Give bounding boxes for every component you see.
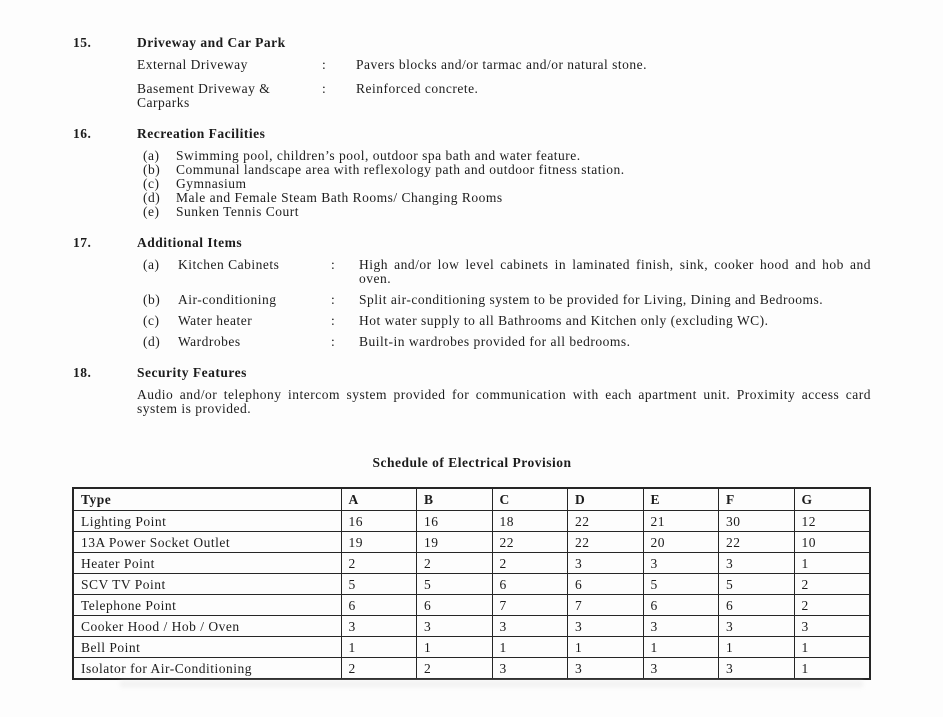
list-item-letter: (e) bbox=[143, 204, 160, 219]
cell-value: 2 bbox=[341, 658, 417, 680]
row-label: Bell Point bbox=[73, 637, 341, 658]
list-item-letter: (c) bbox=[143, 176, 160, 191]
list-item bbox=[143, 191, 871, 205]
list-item-letter: (d) bbox=[143, 190, 161, 205]
list-item bbox=[143, 177, 871, 191]
cell-value: 20 bbox=[643, 532, 719, 553]
cell-value: 22 bbox=[492, 532, 568, 553]
spec-label: Water heater bbox=[178, 313, 253, 328]
row-label: 13A Power Socket Outlet bbox=[73, 532, 341, 553]
row-label: Cooker Hood / Hob / Oven bbox=[73, 616, 341, 637]
spec-value: Built-in wardrobes provided for all bedrooms. bbox=[359, 334, 631, 349]
spec-label: Basement Driveway & Carparks bbox=[137, 81, 271, 110]
list-item-text: Swimming pool, children’s pool, outdoor spa bath and water feature. bbox=[176, 148, 581, 163]
list-item-letter: (c) bbox=[143, 313, 160, 328]
spec-label: Kitchen Cabinets bbox=[178, 257, 280, 272]
cell-value: 7 bbox=[492, 595, 568, 616]
spec-row bbox=[137, 58, 871, 72]
cell-value: 6 bbox=[417, 595, 493, 616]
cell-value: 6 bbox=[492, 574, 568, 595]
row-label: Isolator for Air-Conditioning bbox=[73, 658, 341, 680]
list-item-text: Sunken Tennis Court bbox=[176, 204, 300, 219]
table-row bbox=[73, 511, 870, 532]
electrical-provision-table bbox=[72, 487, 871, 680]
colon-separator: : bbox=[331, 313, 336, 328]
cell-value: 21 bbox=[643, 511, 719, 532]
lettered-spec-row bbox=[143, 335, 871, 349]
row-label: Heater Point bbox=[73, 553, 341, 574]
cell-value: 22 bbox=[568, 511, 644, 532]
list-item bbox=[143, 149, 871, 163]
list-item-letter: (d) bbox=[143, 334, 161, 349]
spec-value: Pavers blocks and/or tarmac and/or natural stone. bbox=[356, 57, 648, 72]
section-heading bbox=[73, 127, 871, 141]
cell-value: 3 bbox=[341, 616, 417, 637]
list-item-letter: (a) bbox=[143, 148, 160, 163]
list-item bbox=[143, 205, 871, 219]
list-item-letter: (b) bbox=[143, 162, 161, 177]
cell-value: 1 bbox=[492, 637, 568, 658]
table-header bbox=[73, 488, 870, 511]
row-label: SCV TV Point bbox=[73, 574, 341, 595]
colon-separator: : bbox=[331, 292, 336, 307]
cell-value: 30 bbox=[719, 511, 795, 532]
section-16 bbox=[73, 127, 871, 219]
list-item-text: Gymnasium bbox=[176, 176, 247, 191]
section-body bbox=[137, 58, 871, 110]
cell-value: 5 bbox=[643, 574, 719, 595]
table-row bbox=[73, 532, 870, 553]
cell-value: 5 bbox=[341, 574, 417, 595]
cell-value: 3 bbox=[417, 616, 493, 637]
cell-value: 2 bbox=[417, 553, 493, 574]
cell-value: 1 bbox=[719, 637, 795, 658]
spec-label: Air-conditioning bbox=[178, 292, 277, 307]
lettered-spec-row bbox=[143, 293, 871, 307]
cell-value: 3 bbox=[643, 616, 719, 637]
cell-value: 3 bbox=[568, 658, 644, 680]
column-header: F bbox=[719, 488, 795, 511]
cell-value: 6 bbox=[568, 574, 644, 595]
cell-value: 1 bbox=[417, 637, 493, 658]
column-header: B bbox=[417, 488, 493, 511]
cell-value: 3 bbox=[794, 616, 870, 637]
column-header: Type bbox=[73, 488, 341, 511]
table-title: Schedule of Electrical Provision bbox=[372, 455, 572, 470]
section-heading bbox=[73, 366, 871, 380]
spec-value: Hot water supply to all Bathrooms and Kitchen only (excluding WC). bbox=[359, 313, 769, 328]
cell-value: 3 bbox=[643, 658, 719, 680]
table-header-row bbox=[73, 488, 870, 511]
section-title: Recreation Facilities bbox=[137, 126, 266, 141]
list-item-text: Male and Female Steam Bath Rooms/ Changing Rooms bbox=[176, 190, 503, 205]
cell-value: 1 bbox=[794, 658, 870, 680]
cell-value: 1 bbox=[643, 637, 719, 658]
table-row bbox=[73, 658, 870, 680]
cell-value: 3 bbox=[492, 616, 568, 637]
section-body bbox=[137, 388, 871, 416]
cell-value: 6 bbox=[341, 595, 417, 616]
section-number: 17. bbox=[73, 235, 92, 250]
cell-value: 3 bbox=[568, 616, 644, 637]
cell-value: 7 bbox=[568, 595, 644, 616]
section-number: 16. bbox=[73, 126, 92, 141]
list-item-text: Communal landscape area with reflexology path and outdoor fitness station. bbox=[176, 162, 625, 177]
section-18 bbox=[73, 366, 871, 416]
cell-value: 3 bbox=[719, 616, 795, 637]
spec-value: Reinforced concrete. bbox=[356, 81, 479, 96]
cell-value: 1 bbox=[794, 553, 870, 574]
column-header: G bbox=[794, 488, 870, 511]
section-heading bbox=[73, 36, 871, 50]
section-15 bbox=[73, 36, 871, 110]
scan-artifact bbox=[120, 681, 863, 687]
cell-value: 1 bbox=[794, 637, 870, 658]
list-item-letter: (b) bbox=[143, 292, 161, 307]
colon-separator: : bbox=[331, 334, 336, 349]
section-body bbox=[137, 149, 871, 219]
cell-value: 3 bbox=[568, 553, 644, 574]
table-row bbox=[73, 637, 870, 658]
colon-separator: : bbox=[322, 81, 327, 96]
cell-value: 2 bbox=[417, 658, 493, 680]
cell-value: 3 bbox=[643, 553, 719, 574]
table-row bbox=[73, 616, 870, 637]
cell-value: 16 bbox=[341, 511, 417, 532]
cell-value: 18 bbox=[492, 511, 568, 532]
cell-value: 3 bbox=[492, 658, 568, 680]
cell-value: 16 bbox=[417, 511, 493, 532]
cell-value: 22 bbox=[719, 532, 795, 553]
cell-value: 1 bbox=[568, 637, 644, 658]
section-number: 15. bbox=[73, 35, 92, 50]
list-item bbox=[143, 163, 871, 177]
lettered-spec-row bbox=[143, 258, 871, 286]
cell-value: 1 bbox=[341, 637, 417, 658]
cell-value: 5 bbox=[719, 574, 795, 595]
cell-value: 12 bbox=[794, 511, 870, 532]
cell-value: 2 bbox=[794, 595, 870, 616]
colon-separator: : bbox=[322, 57, 327, 72]
table-row bbox=[73, 553, 870, 574]
sections-container bbox=[73, 36, 871, 416]
cell-value: 22 bbox=[568, 532, 644, 553]
column-header: E bbox=[643, 488, 719, 511]
spec-value: High and/or low level cabinets in laminated finish, sink, cooker hood and hob and oven. bbox=[359, 257, 871, 286]
section-title: Driveway and Car Park bbox=[137, 35, 286, 50]
cell-value: 10 bbox=[794, 532, 870, 553]
cell-value: 2 bbox=[341, 553, 417, 574]
cell-value: 6 bbox=[719, 595, 795, 616]
section-heading bbox=[73, 236, 871, 250]
cell-value: 2 bbox=[794, 574, 870, 595]
column-header: A bbox=[341, 488, 417, 511]
cell-value: 3 bbox=[719, 658, 795, 680]
cell-value: 5 bbox=[417, 574, 493, 595]
lettered-spec-row bbox=[143, 314, 871, 328]
cell-value: 3 bbox=[719, 553, 795, 574]
spec-label: External Driveway bbox=[137, 57, 248, 72]
section-title: Additional Items bbox=[137, 235, 243, 250]
spec-row bbox=[137, 82, 871, 110]
column-header: C bbox=[492, 488, 568, 511]
section-number: 18. bbox=[73, 365, 92, 380]
table-row bbox=[73, 574, 870, 595]
row-label: Telephone Point bbox=[73, 595, 341, 616]
row-label: Lighting Point bbox=[73, 511, 341, 532]
column-header: D bbox=[568, 488, 644, 511]
section-body bbox=[137, 258, 871, 349]
cell-value: 6 bbox=[643, 595, 719, 616]
section-17 bbox=[73, 236, 871, 349]
colon-separator: : bbox=[331, 257, 336, 272]
spec-label: Wardrobes bbox=[178, 334, 241, 349]
section-paragraph: Audio and/or telephony intercom system provided for communication with each apartment unit. Proximity access card system is provided. bbox=[137, 387, 871, 416]
spec-value: Split air-conditioning system to be provided for Living, Dining and Bedrooms. bbox=[359, 292, 824, 307]
table-body bbox=[73, 511, 870, 680]
section-title: Security Features bbox=[137, 365, 247, 380]
list-item-letter: (a) bbox=[143, 257, 160, 272]
cell-value: 2 bbox=[492, 553, 568, 574]
table-row bbox=[73, 595, 870, 616]
cell-value: 19 bbox=[341, 532, 417, 553]
cell-value: 19 bbox=[417, 532, 493, 553]
